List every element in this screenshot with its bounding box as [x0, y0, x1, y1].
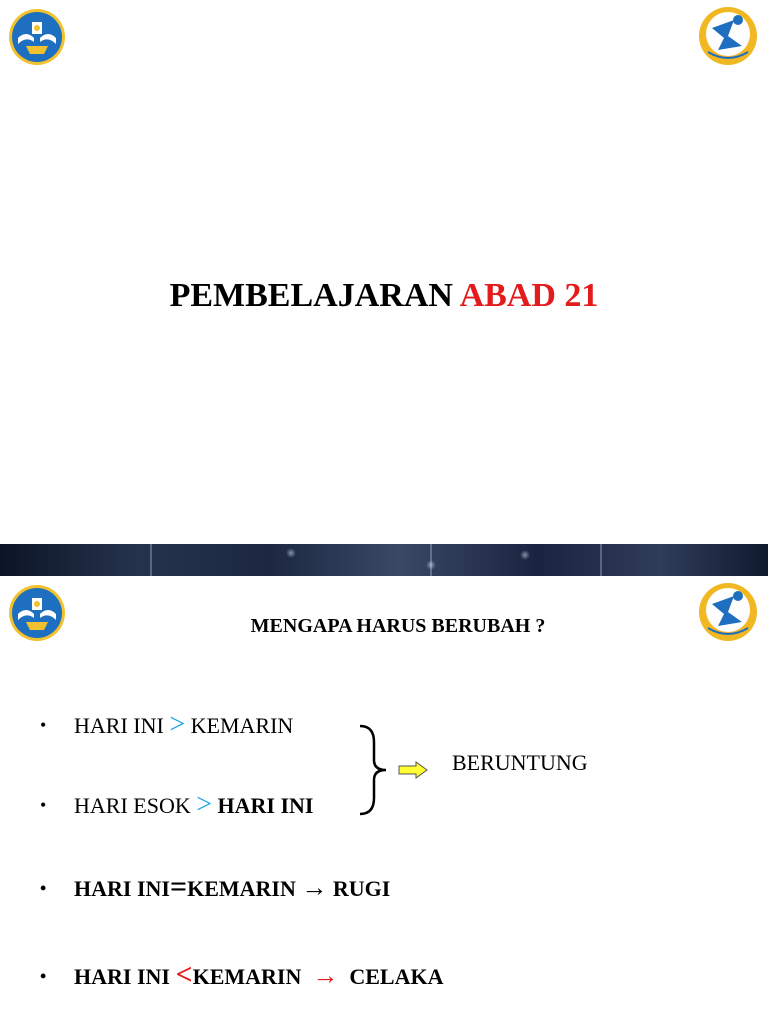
item-right: KEMARIN	[192, 964, 302, 989]
red-right-arrow-icon: →	[312, 961, 339, 990]
right-arrow-icon: →	[301, 873, 328, 902]
bullet: •	[40, 795, 47, 815]
slide-heading: MENGAPA HARUS BERUBAH ?	[250, 615, 546, 637]
list-item	[40, 790, 314, 821]
item-right: KEMARIN	[187, 876, 296, 901]
less-than-symbol: <	[175, 958, 193, 991]
list-item	[40, 710, 293, 741]
item-left: HARI ESOK	[74, 793, 191, 818]
title-main: PEMBELAJARAN	[169, 277, 453, 314]
greater-than-symbol: >	[196, 789, 213, 820]
curly-brace-icon	[356, 722, 396, 818]
slide-divider	[0, 544, 768, 576]
yellow-right-arrow-icon	[398, 761, 428, 779]
item-result: RUGI	[332, 876, 391, 901]
bullet: •	[40, 715, 47, 735]
bullet: •	[40, 966, 47, 986]
item-result: CELAKA	[349, 964, 444, 989]
item-left: HARI INI	[74, 876, 170, 901]
item-right: KEMARIN	[190, 713, 294, 738]
greater-than-symbol: >	[169, 709, 186, 740]
item-left: HARI INI	[74, 713, 164, 738]
equals-symbol: =	[169, 870, 188, 903]
item-left: HARI INI	[74, 964, 170, 989]
item-right: HARI INI	[217, 793, 314, 818]
kurikulum-2013-logo-icon	[698, 6, 758, 66]
group-result: BERUNTUNG	[452, 750, 588, 775]
slide-title-text	[0, 272, 768, 320]
bullet: •	[40, 878, 47, 898]
list-item	[40, 960, 443, 992]
title-highlight: ABAD 21	[459, 277, 599, 314]
kemdikbud-logo-icon	[8, 8, 66, 66]
list-item	[40, 872, 390, 904]
